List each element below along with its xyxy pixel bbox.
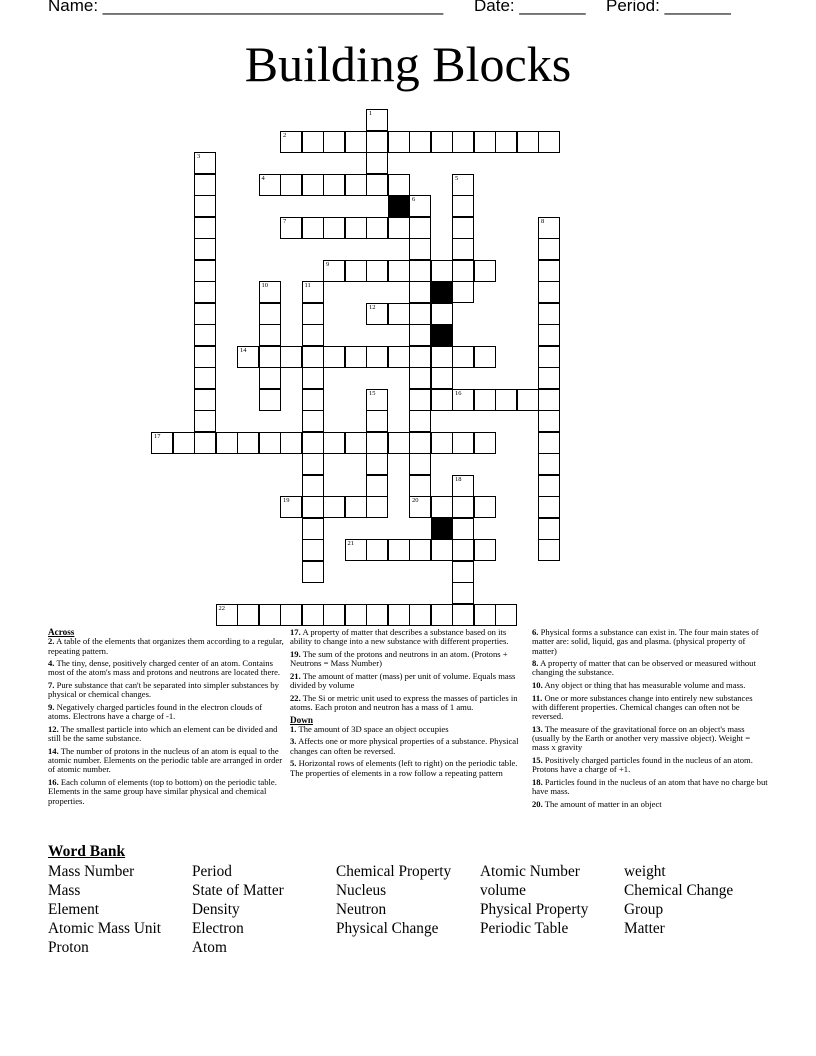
word-bank-item: Matter: [624, 920, 665, 937]
grid-cell[interactable]: [194, 281, 216, 303]
word-bank-item: Chemical Change: [624, 882, 734, 899]
grid-cell[interactable]: [538, 367, 560, 389]
grid-cell[interactable]: [323, 496, 345, 518]
clue-across-22: 22. The Si or metric unit used to express the masses of particles in atoms. Each proton and neutron has a mass of 1 amu.: [290, 692, 518, 712]
grid-cell[interactable]: [538, 410, 560, 432]
grid-cell[interactable]: [538, 260, 560, 282]
grid-cell[interactable]: [431, 539, 453, 561]
grid-cell[interactable]: [366, 131, 388, 153]
clue-down-5: 5. Horizontal rows of elements (left to right) on the periodic table. The properties of elements in a row follow a repeating pattern: [290, 758, 518, 778]
grid-cell[interactable]: [259, 604, 281, 626]
grid-cell[interactable]: [302, 346, 324, 368]
clue-number: 2: [283, 131, 287, 139]
clue-number: 7: [283, 217, 287, 225]
grid-cell[interactable]: [280, 217, 302, 239]
grid-cell[interactable]: [302, 174, 324, 196]
grid-cell[interactable]: [452, 389, 474, 411]
grid-cell[interactable]: [409, 324, 431, 346]
grid-cell[interactable]: [216, 604, 238, 626]
grid-cell[interactable]: [431, 496, 453, 518]
grid-cell[interactable]: [409, 238, 431, 260]
grid-cell[interactable]: [452, 518, 474, 540]
grid-cell[interactable]: [259, 367, 281, 389]
word-bank-item: Atomic Number: [480, 863, 580, 880]
grid-cell[interactable]: [345, 260, 367, 282]
word-bank-item: volume: [480, 882, 526, 899]
clue-across-21: 21. The amount of matter (mass) per unit of volume. Equals mass divided by volume: [290, 670, 516, 691]
grid-cell[interactable]: [259, 432, 281, 454]
word-bank-column: [48, 862, 161, 957]
clue-number: 9: [326, 260, 330, 268]
grid-cell[interactable]: [323, 432, 345, 454]
grid-cell[interactable]: [538, 281, 560, 303]
grid-cell[interactable]: [538, 453, 560, 475]
grid-cell[interactable]: [388, 539, 410, 561]
word-bank-item: Electron: [192, 920, 244, 937]
clue-down-11: 11. One or more substances change into entirely new substances with different properties. Chemical changes can often not be reversed.: [532, 692, 753, 722]
grid-cell[interactable]: [323, 346, 345, 368]
word-bank-item: Period: [192, 863, 232, 880]
clue-number: 20: [412, 497, 419, 504]
word-bank-item: State of Matter: [192, 882, 284, 899]
clue-number: 16: [455, 389, 462, 397]
grid-cell[interactable]: [302, 324, 324, 346]
grid-cell[interactable]: [259, 346, 281, 368]
grid-cell[interactable]: [474, 432, 496, 454]
grid-cell[interactable]: [388, 432, 410, 454]
grid-cell[interactable]: [323, 174, 345, 196]
grid-cell[interactable]: [452, 496, 474, 518]
grid-cell[interactable]: [280, 432, 302, 454]
grid-cell[interactable]: [452, 260, 474, 282]
grid-cell[interactable]: [345, 174, 367, 196]
grid-cell[interactable]: [366, 410, 388, 432]
grid-block: [431, 324, 453, 346]
grid-cell[interactable]: [452, 604, 474, 626]
grid-cell[interactable]: [409, 432, 431, 454]
clue-down-13: 13. The measure of the gravitational force on an object's mass (usually by the Earth or another very massive object). Weight = mass x gravity: [532, 723, 751, 753]
grid-cell[interactable]: [194, 195, 216, 217]
grid-cell[interactable]: [409, 260, 431, 282]
grid-cell[interactable]: [452, 281, 474, 303]
grid-cell[interactable]: [302, 518, 324, 540]
grid-cell[interactable]: [452, 217, 474, 239]
clue-across-16: 16. Each column of elements (top to bottom) on the periodic table. Elements in the same group have similar physical and chemical properties.: [48, 776, 277, 806]
grid-cell[interactable]: [452, 582, 474, 604]
clue-number: 17: [154, 432, 161, 440]
grid-cell[interactable]: [409, 604, 431, 626]
grid-cell[interactable]: [538, 303, 560, 325]
word-bank-title: Word Bank: [48, 843, 126, 860]
grid-cell[interactable]: [388, 303, 410, 325]
grid-cell[interactable]: [194, 367, 216, 389]
period-field[interactable]: Period: _______: [606, 0, 731, 15]
clue-down-1: 1. The amount of 3D space an object occupies: [290, 723, 449, 734]
clue-across-9: 9. Negatively charged particles found in the electron clouds of atoms. Electrons have a charge of -1.: [48, 701, 263, 722]
grid-block: [431, 281, 453, 303]
clue-across-4: 4. The tiny, dense, positively charged center of an atom. Contains most of the atom's mass and protons and neutrons are located there.: [48, 658, 281, 678]
grid-cell[interactable]: [538, 217, 560, 239]
grid-cell[interactable]: [237, 346, 259, 368]
name-field[interactable]: Name: ____________________________________: [48, 0, 444, 15]
clue-number: 1: [369, 110, 373, 117]
grid-cell[interactable]: [302, 539, 324, 561]
grid-block: [388, 195, 410, 217]
grid-cell[interactable]: [517, 131, 539, 153]
clue-across-2: 2. A table of the elements that organizes them according to a regular, repeating pattern.: [48, 636, 284, 656]
grid-cell[interactable]: [366, 389, 388, 411]
grid-cell[interactable]: [431, 389, 453, 411]
clue-number: 15: [369, 389, 376, 397]
clue-number: 19: [283, 497, 290, 504]
grid-cell[interactable]: [452, 131, 474, 153]
grid-cell[interactable]: [538, 432, 560, 454]
grid-cell[interactable]: [409, 453, 431, 475]
down-heading: Down: [290, 714, 313, 725]
grid-cell[interactable]: [474, 496, 496, 518]
grid-cell[interactable]: [366, 475, 388, 497]
grid-cell[interactable]: [409, 389, 431, 411]
grid-cell[interactable]: [345, 496, 367, 518]
grid-cell[interactable]: [194, 238, 216, 260]
clues-column-1: [48, 628, 284, 809]
grid-cell[interactable]: [302, 604, 324, 626]
grid-cell[interactable]: [366, 174, 388, 196]
grid-cell[interactable]: [495, 131, 517, 153]
grid-cell[interactable]: [474, 346, 496, 368]
grid-cell[interactable]: [388, 260, 410, 282]
grid-cell[interactable]: [194, 152, 216, 174]
grid-cell[interactable]: [538, 131, 560, 153]
grid-cell[interactable]: [302, 281, 324, 303]
grid-block: [431, 518, 453, 540]
grid-cell[interactable]: [452, 174, 474, 196]
grid-cell[interactable]: [323, 217, 345, 239]
grid-cell[interactable]: [452, 238, 474, 260]
grid-cell[interactable]: [151, 432, 173, 454]
clue-number: 10: [261, 282, 268, 289]
grid-cell[interactable]: [409, 195, 431, 217]
grid-cell[interactable]: [431, 604, 453, 626]
clue-number: 22: [218, 604, 225, 612]
clue-down-6: 6. Physical forms a substance can exist in. The four main states of matter are: solid, liquid, gas and plasma. (physical property of matter): [532, 627, 759, 656]
grid-cell[interactable]: [388, 346, 410, 368]
word-bank-item: Element: [48, 901, 99, 918]
grid-cell[interactable]: [280, 496, 302, 518]
grid-cell[interactable]: [302, 131, 324, 153]
clue-across-19: 19. The sum of the protons and neutrons in an atom. (Protons + Neutrons = Mass Number): [290, 648, 508, 669]
clue-number: 4: [261, 174, 265, 182]
grid-cell[interactable]: [237, 432, 259, 454]
word-bank-item: Density: [192, 901, 240, 918]
clues-column-2: [290, 628, 526, 781]
clues-column-3: [532, 628, 768, 812]
grid-cell[interactable]: [431, 367, 453, 389]
clue-number: 21: [347, 540, 354, 547]
grid-cell[interactable]: [388, 131, 410, 153]
grid-cell[interactable]: [409, 281, 431, 303]
grid-cell[interactable]: [194, 410, 216, 432]
word-bank-column: [480, 862, 588, 938]
grid-cell[interactable]: [280, 131, 302, 153]
grid-cell[interactable]: [538, 539, 560, 561]
grid-cell[interactable]: [366, 303, 388, 325]
grid-cell[interactable]: [431, 346, 453, 368]
clue-number: 5: [455, 174, 459, 182]
grid-cell[interactable]: [388, 604, 410, 626]
word-bank-item: Mass Number: [48, 863, 135, 880]
grid-cell[interactable]: [194, 346, 216, 368]
grid-cell[interactable]: [474, 539, 496, 561]
grid-cell[interactable]: [538, 389, 560, 411]
grid-cell[interactable]: [323, 604, 345, 626]
grid-cell[interactable]: [474, 260, 496, 282]
grid-cell[interactable]: [216, 432, 238, 454]
grid-cell[interactable]: [280, 346, 302, 368]
grid-cell[interactable]: [345, 346, 367, 368]
grid-cell[interactable]: [302, 561, 324, 583]
grid-cell[interactable]: [366, 260, 388, 282]
grid-cell[interactable]: [409, 496, 431, 518]
grid-cell[interactable]: [259, 174, 281, 196]
clue-number: 11: [304, 282, 311, 289]
grid-cell[interactable]: [302, 367, 324, 389]
grid-cell[interactable]: [194, 260, 216, 282]
grid-cell[interactable]: [173, 432, 195, 454]
clue-across-12: 12. The smallest particle into which an element can be divided and still be the same substance.: [48, 723, 278, 744]
word-bank-item: weight: [624, 863, 666, 880]
grid-cell[interactable]: [259, 389, 281, 411]
word-bank-item: Nucleus: [336, 882, 387, 899]
grid-cell[interactable]: [345, 539, 367, 561]
clue-down-10: 10. Any object or thing that has measurable volume and mass.: [532, 680, 746, 691]
grid-cell[interactable]: [366, 432, 388, 454]
grid-cell[interactable]: [538, 518, 560, 540]
grid-cell[interactable]: [409, 475, 431, 497]
clue-number: 6: [412, 196, 416, 203]
across-heading: Across: [48, 627, 75, 637]
grid-cell[interactable]: [302, 303, 324, 325]
grid-cell[interactable]: [194, 389, 216, 411]
grid-cell[interactable]: [366, 217, 388, 239]
grid-cell[interactable]: [409, 346, 431, 368]
grid-cell[interactable]: [495, 604, 517, 626]
grid-cell[interactable]: [302, 496, 324, 518]
clue-down-15: 15. Positively charged particles found in the nucleus of an atom. Protons have a charge of +1.: [532, 755, 753, 775]
grid-cell[interactable]: [194, 174, 216, 196]
word-bank-item: Group: [624, 901, 664, 918]
word-bank-item: Proton: [48, 939, 89, 956]
grid-cell[interactable]: [259, 303, 281, 325]
grid-cell[interactable]: [431, 260, 453, 282]
grid-cell[interactable]: [366, 496, 388, 518]
grid-cell[interactable]: [237, 604, 259, 626]
word-bank-column: [336, 862, 451, 938]
grid-cell[interactable]: [431, 303, 453, 325]
grid-cell[interactable]: [302, 217, 324, 239]
word-bank-item: Chemical Property: [336, 863, 452, 880]
word-bank-item: Mass: [48, 882, 81, 899]
clue-down-8: 8. A property of matter that can be observed or measured without changing the substance.: [532, 658, 756, 678]
grid-cell[interactable]: [409, 303, 431, 325]
grid-cell[interactable]: [194, 303, 216, 325]
grid-cell[interactable]: [366, 346, 388, 368]
grid-cell[interactable]: [280, 604, 302, 626]
grid-cell[interactable]: [452, 475, 474, 497]
grid-cell[interactable]: [452, 346, 474, 368]
clue-number: 18: [455, 475, 462, 483]
grid-cell[interactable]: [366, 109, 388, 131]
grid-cell[interactable]: [302, 410, 324, 432]
clue-across-17: 17. A property of matter that describes a substance based on its ability to change into a new substance with different properties.: [290, 627, 509, 647]
word-bank-column: [624, 862, 733, 938]
grid-cell[interactable]: [452, 195, 474, 217]
grid-cell[interactable]: [517, 389, 539, 411]
grid-cell[interactable]: [280, 174, 302, 196]
grid-cell[interactable]: [452, 539, 474, 561]
clue-down-18: 18. Particles found in the nucleus of an atom that have no charge but have mass.: [532, 776, 768, 797]
clue-across-7: 7. Pure substance that can't be separated into simpler substances by physical or chemical changes.: [48, 680, 279, 700]
grid-cell[interactable]: [366, 152, 388, 174]
word-bank-item: Physical Change: [336, 920, 439, 937]
word-bank-item: Physical Property: [480, 901, 589, 918]
grid-cell[interactable]: [409, 367, 431, 389]
grid-cell[interactable]: [366, 539, 388, 561]
grid-cell[interactable]: [323, 131, 345, 153]
grid-cell[interactable]: [495, 389, 517, 411]
grid-cell[interactable]: [366, 453, 388, 475]
grid-cell[interactable]: [474, 389, 496, 411]
grid-cell[interactable]: [345, 217, 367, 239]
grid-cell[interactable]: [538, 238, 560, 260]
clue-number: 14: [240, 346, 247, 354]
clue-across-14: 14. The number of protons in the nucleus of an atom is equal to the atomic number. Elements on the periodic table are arranged in order of atomic number.: [48, 745, 283, 775]
grid-cell[interactable]: [194, 432, 216, 454]
grid-cell[interactable]: [345, 131, 367, 153]
grid-cell[interactable]: [431, 131, 453, 153]
clue-number: 3: [197, 153, 201, 160]
grid-cell[interactable]: [538, 475, 560, 497]
grid-cell[interactable]: [388, 217, 410, 239]
grid-cell[interactable]: [302, 389, 324, 411]
clue-down-3: 3. Affects one or more physical properties of a substance. Physical changes can often be reversed.: [290, 736, 519, 756]
grid-cell[interactable]: [538, 496, 560, 518]
grid-cell[interactable]: [259, 324, 281, 346]
grid-cell[interactable]: [194, 324, 216, 346]
grid-cell[interactable]: [538, 324, 560, 346]
grid-cell[interactable]: [302, 453, 324, 475]
grid-cell[interactable]: [431, 432, 453, 454]
word-bank-item: Atomic Mass Unit: [48, 920, 162, 937]
clue-number: 8: [541, 217, 545, 225]
grid-cell[interactable]: [388, 174, 410, 196]
grid-cell[interactable]: [474, 604, 496, 626]
word-bank-item: Neutron: [336, 901, 387, 918]
grid-cell[interactable]: [538, 346, 560, 368]
grid-cell[interactable]: [302, 475, 324, 497]
grid-cell[interactable]: [345, 604, 367, 626]
grid-cell[interactable]: [259, 281, 281, 303]
grid-cell[interactable]: [409, 217, 431, 239]
word-bank-item: Atom: [192, 939, 227, 956]
grid-cell[interactable]: [452, 432, 474, 454]
date-field[interactable]: Date: _______: [474, 0, 586, 15]
grid-cell[interactable]: [409, 410, 431, 432]
page-title: Building Blocks: [244, 36, 572, 92]
word-bank-column: [192, 862, 284, 957]
grid-cell[interactable]: [323, 260, 345, 282]
clue-number: 12: [369, 303, 376, 311]
grid-cell[interactable]: [194, 217, 216, 239]
grid-cell[interactable]: [302, 432, 324, 454]
clue-down-20: 20. The amount of matter in an object: [532, 798, 662, 809]
grid-cell[interactable]: [474, 131, 496, 153]
grid-cell[interactable]: [345, 432, 367, 454]
grid-cell[interactable]: [366, 604, 388, 626]
word-bank-item: Periodic Table: [480, 920, 569, 937]
grid-cell[interactable]: [409, 539, 431, 561]
grid-cell[interactable]: [452, 561, 474, 583]
grid-cell[interactable]: [409, 131, 431, 153]
